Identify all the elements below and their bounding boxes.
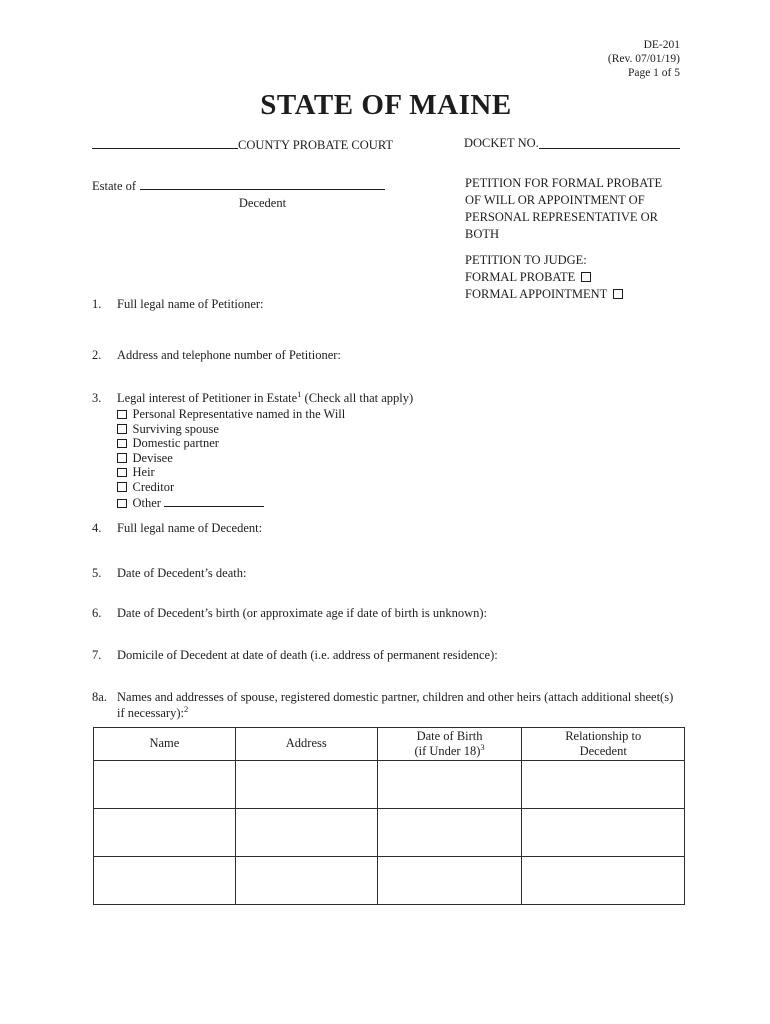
heirs-table-row-3 — [94, 856, 685, 904]
heir-checkbox[interactable] — [117, 468, 127, 478]
heirs-table-row-2 — [94, 808, 685, 856]
row1-dob-cell[interactable] — [377, 760, 522, 808]
decedent-label: Decedent — [238, 196, 287, 210]
form-revision: (Rev. 07/01/19) — [607, 53, 680, 65]
petition-title-line-2: OF WILL OR APPOINTMENT OF — [465, 193, 645, 207]
heirs-table — [93, 727, 685, 905]
option-heir — [117, 465, 680, 480]
row3-dob-cell[interactable] — [377, 856, 522, 904]
docket-blank-field[interactable] — [539, 136, 680, 149]
heirs-table-header-date-of-birth: Date of Birth (if Under 18)$^3$ — [377, 727, 522, 760]
option-label: Devisee — [132, 450, 173, 465]
footnote-marker-1: 1 — [297, 388, 302, 399]
footnote-marker-3: 3 — [480, 741, 485, 752]
item-7-number: 7. — [92, 647, 102, 662]
domestic-partner-checkbox[interactable] — [117, 439, 127, 449]
legal-interest-options — [92, 407, 680, 511]
row2-address-cell[interactable] — [235, 808, 377, 856]
item-3-label — [117, 390, 680, 406]
creditor-checkbox[interactable] — [117, 482, 127, 492]
formal-probate-label: FORMAL PROBATE — [465, 270, 576, 284]
item-8a-label — [117, 689, 680, 722]
formal-appointment-checkbox[interactable] — [613, 289, 623, 299]
option-label: Creditor — [132, 479, 175, 494]
item-3-label-suffix: (Check all that apply) — [301, 391, 414, 405]
item-2-petitioner-address — [92, 347, 680, 363]
item-1-number: 1. — [92, 297, 102, 311]
row3-relationship-cell[interactable] — [522, 856, 685, 904]
petition-title-line-3: PERSONAL REPRESENTATIVE OR — [465, 210, 658, 224]
row1-name-cell[interactable] — [94, 760, 236, 808]
item-7-label: Domicile of Decedent at date of death (i.e. address of permanent residence): — [117, 647, 498, 662]
option-label: Domestic partner — [132, 436, 219, 450]
item-8a-label-text: Names and addresses of spouse, registered domestic partner, children and other heirs (attach additional sheet(s) if necessary): — [117, 689, 674, 720]
petition-title-line-1: PETITION FOR FORMAL PROBATE — [465, 176, 663, 190]
formal-appointment-option — [465, 286, 697, 303]
option-label: Surviving spouse — [132, 421, 219, 436]
item-6-label: Date of Decedent’s birth (or approximate age if date of birth is unknown): — [117, 605, 488, 620]
heirs-table-row-1 — [94, 760, 685, 808]
county-group — [92, 136, 393, 152]
other-blank-field[interactable] — [164, 494, 264, 507]
option-creditor — [117, 480, 680, 495]
option-label: Heir — [132, 465, 155, 479]
heirs-table-header-address: Address — [235, 727, 377, 760]
option-label: Other — [132, 496, 161, 510]
petition-to-judge-block — [465, 252, 697, 303]
footnote-marker-2: 2 — [183, 703, 189, 714]
heirs-table-header-relationship: Relationship to Decedent — [522, 727, 685, 760]
item-4-label: Full legal name of Decedent: — [117, 520, 263, 535]
other-checkbox[interactable] — [117, 499, 127, 509]
formal-probate-checkbox[interactable] — [581, 272, 591, 282]
item-5-label: Date of Decedent’s death: — [117, 565, 247, 580]
row3-name-cell[interactable] — [94, 856, 236, 904]
item-2-number: 2. — [92, 348, 102, 362]
form-title: STATE OF MAINE — [260, 89, 512, 121]
option-surviving-spouse — [117, 422, 680, 437]
court-row — [92, 136, 680, 152]
petition-to-judge-label: PETITION TO JUDGE: — [465, 253, 587, 267]
item-4-number: 4. — [92, 520, 102, 535]
item-3-legal-interest — [92, 390, 680, 406]
formal-appointment-label: FORMAL APPOINTMENT — [465, 287, 608, 301]
row3-address-cell[interactable] — [235, 856, 377, 904]
county-blank-field[interactable] — [92, 136, 238, 149]
row1-address-cell[interactable] — [235, 760, 377, 808]
county-probate-court-label: COUNTY PROBATE COURT — [238, 138, 394, 152]
row1-relationship-cell[interactable] — [522, 760, 685, 808]
petition-title-line-4: BOTH — [465, 227, 500, 241]
devisee-checkbox[interactable] — [117, 453, 127, 463]
formal-probate-option — [465, 269, 697, 286]
item-4-decedent-name — [92, 520, 680, 536]
item-2-label: Address and telephone number of Petitioner: — [117, 348, 341, 362]
estate-petition-row — [92, 176, 680, 301]
option-domestic-partner — [117, 436, 680, 451]
item-8a-number: 8a. — [92, 689, 107, 704]
petition-block — [465, 175, 697, 303]
row2-relationship-cell[interactable] — [522, 808, 685, 856]
item-6-number: 6. — [92, 605, 102, 620]
heirs-table-header-name: Name — [94, 727, 236, 760]
item-1-label: Full legal name of Petitioner: — [117, 297, 264, 311]
option-other — [117, 494, 680, 511]
docket-group — [464, 136, 680, 152]
item-3-label-text: Legal interest of Petitioner in Estate — [117, 391, 298, 405]
row2-dob-cell[interactable] — [377, 808, 522, 856]
item-6-date-of-birth — [92, 605, 680, 621]
item-5-number: 5. — [92, 565, 102, 580]
option-devisee — [117, 451, 680, 466]
estate-name-blank-field[interactable] — [140, 177, 385, 190]
item-7-domicile — [92, 647, 680, 663]
form-number: DE-201 — [643, 39, 680, 51]
item-5-date-of-death — [92, 565, 680, 581]
docket-no-label: DOCKET NO. — [464, 136, 539, 150]
heirs-table-header-row — [94, 727, 685, 760]
item-8a-heirs — [92, 689, 680, 722]
document-header — [92, 38, 680, 80]
estate-of-label: Estate of — [92, 179, 137, 193]
personal-representative-checkbox[interactable] — [117, 410, 127, 420]
surviving-spouse-checkbox[interactable] — [117, 424, 127, 434]
form-page-number: Page 1 of 5 — [627, 67, 680, 79]
option-personal-representative — [117, 407, 680, 422]
option-label: Personal Representative named in the Will — [132, 407, 346, 421]
row2-name-cell[interactable] — [94, 808, 236, 856]
item-3-number: 3. — [92, 391, 102, 405]
